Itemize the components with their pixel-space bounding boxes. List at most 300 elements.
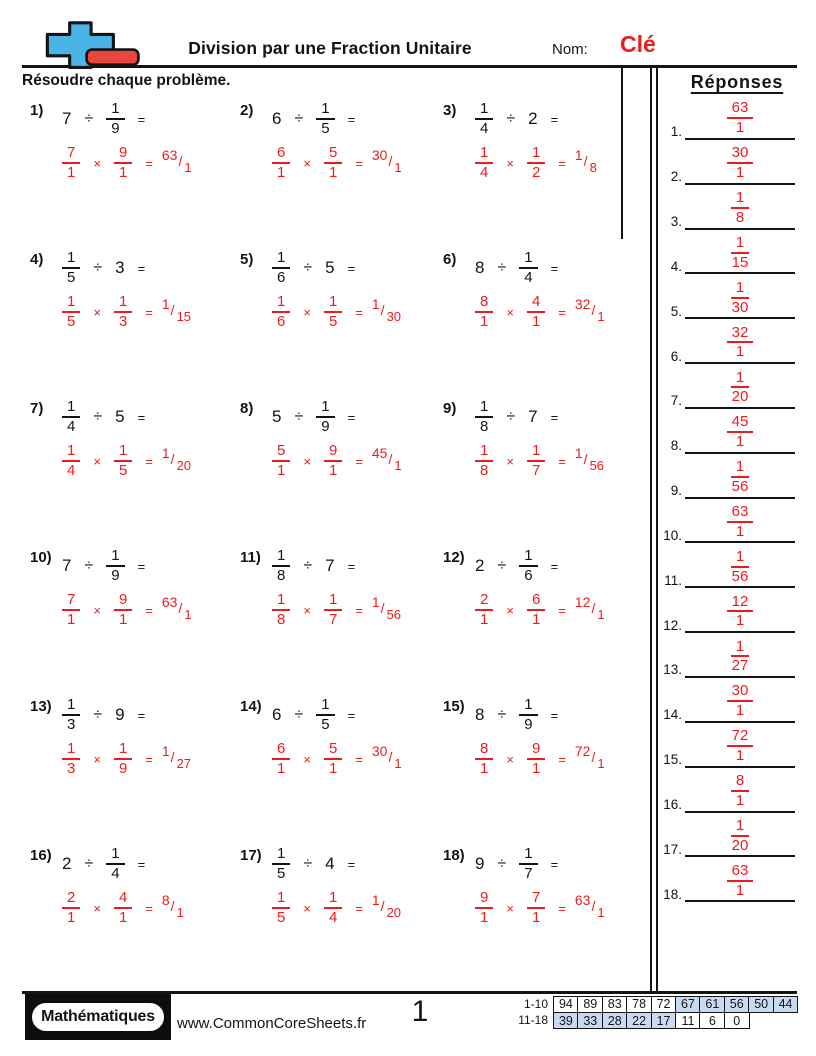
fraction xyxy=(316,100,334,137)
fraction xyxy=(272,249,290,286)
fraction-numerator: 30 xyxy=(727,682,754,702)
problem-solution xyxy=(272,144,402,182)
fraction xyxy=(727,324,754,361)
fraction-denominator: 1 xyxy=(735,702,745,720)
fraction xyxy=(727,682,754,719)
fraction xyxy=(272,591,290,628)
answer-denominator: 30 xyxy=(386,309,402,324)
problem-lines xyxy=(475,547,605,629)
answer-blank-line xyxy=(685,279,795,319)
fraction-denominator: 1 xyxy=(735,164,745,181)
fraction-denominator: 7 xyxy=(524,865,533,882)
equals-symbol: = xyxy=(355,453,363,469)
problem-number: 17) xyxy=(240,847,262,864)
problem-expression xyxy=(62,100,192,138)
equals-symbol: = xyxy=(137,558,146,574)
inline-answer-fraction xyxy=(161,594,192,622)
divide-symbol: ÷ xyxy=(93,259,103,276)
fraction-denominator: 1 xyxy=(67,909,76,926)
fraction xyxy=(731,772,749,809)
fraction-numerator: 5 xyxy=(272,442,290,462)
score-cell: 22 xyxy=(626,1012,652,1030)
fraction-numerator: 1 xyxy=(519,547,537,567)
answer-key-name: Clé xyxy=(620,31,656,57)
equals-symbol: = xyxy=(558,155,566,171)
fraction xyxy=(475,398,493,435)
problem-lines xyxy=(62,398,191,480)
fraction-numerator: 1 xyxy=(62,249,80,269)
inline-answer-fraction xyxy=(574,296,605,324)
answer-numerator: 63 xyxy=(161,147,178,163)
fraction-denominator: 5 xyxy=(328,313,338,330)
fraction-denominator: 1 xyxy=(328,760,338,777)
fraction xyxy=(519,696,537,733)
answer-number: 1. xyxy=(670,124,682,140)
multiply-symbol: × xyxy=(93,602,101,618)
equals-symbol: = xyxy=(355,751,363,767)
problem-expression xyxy=(272,547,401,585)
slash: / xyxy=(591,749,596,765)
whole-number: 7 xyxy=(62,556,72,575)
fraction-numerator: 1 xyxy=(62,398,80,418)
problem-solution xyxy=(475,442,604,480)
answer-numerator: 1 xyxy=(161,445,170,461)
plus-minus-logo-icon xyxy=(42,18,158,74)
problem-lines xyxy=(272,249,401,331)
fraction-numerator: 1 xyxy=(62,696,80,716)
fraction xyxy=(727,862,754,899)
problem-number: 12) xyxy=(443,549,465,566)
answer-denominator: 56 xyxy=(589,458,605,473)
problem-expression xyxy=(475,845,605,883)
fraction-numerator: 1 xyxy=(114,442,132,462)
fraction-numerator: 8 xyxy=(475,293,493,313)
fraction xyxy=(62,740,80,777)
problem-number: 8) xyxy=(240,400,254,417)
inline-answer-fraction xyxy=(161,743,192,771)
fraction-numerator: 8 xyxy=(731,772,749,792)
score-cell: 6 xyxy=(699,1012,725,1030)
fraction-numerator: 1 xyxy=(316,100,334,120)
fraction xyxy=(114,740,132,777)
answer-blank-line xyxy=(685,593,795,633)
problem-solution xyxy=(272,442,402,480)
problem-solution xyxy=(475,889,605,927)
fraction-numerator: 1 xyxy=(475,100,493,120)
answer-numerator: 1 xyxy=(574,445,583,461)
score-cells xyxy=(553,1012,750,1030)
problem-expression xyxy=(475,398,604,436)
problem-lines xyxy=(272,547,401,629)
answer-denominator: 1 xyxy=(184,160,192,175)
problem-solution xyxy=(475,591,605,629)
slash: / xyxy=(591,898,596,914)
problem xyxy=(240,398,443,547)
fraction-denominator: 3 xyxy=(67,760,76,777)
fraction-numerator: 1 xyxy=(272,547,290,567)
fraction-numerator: 1 xyxy=(731,369,749,389)
fraction-numerator: 1 xyxy=(272,249,290,269)
fraction-denominator: 9 xyxy=(118,760,128,777)
answer-denominator: 1 xyxy=(176,905,184,920)
fraction xyxy=(114,293,132,330)
problem-solution xyxy=(62,144,192,182)
problem-lines xyxy=(272,398,402,480)
problem-lines xyxy=(272,845,401,927)
fraction-denominator: 1 xyxy=(328,462,338,479)
inline-answer-fraction xyxy=(161,892,184,920)
fraction-numerator: 4 xyxy=(527,293,545,313)
equals-symbol: = xyxy=(347,558,356,574)
fraction-denominator: 9 xyxy=(321,418,330,435)
fraction-denominator: 9 xyxy=(111,567,120,584)
answer-number: 12. xyxy=(663,617,682,633)
fraction xyxy=(324,293,342,330)
fraction-denominator: 1 xyxy=(735,881,745,899)
score-cell: 44 xyxy=(773,996,799,1014)
equals-symbol: = xyxy=(558,453,566,469)
fraction-numerator: 1 xyxy=(731,279,749,299)
score-row xyxy=(511,1012,798,1030)
multiply-symbol: × xyxy=(506,155,514,171)
answer-blank-line xyxy=(685,548,795,588)
fraction xyxy=(272,740,290,777)
fraction-numerator: 1 xyxy=(519,249,537,269)
fraction-denominator: 8 xyxy=(277,611,286,628)
fraction-denominator: 1 xyxy=(531,909,541,926)
fraction-denominator: 4 xyxy=(111,865,120,882)
fraction-numerator: 63 xyxy=(727,862,754,882)
problem-number: 6) xyxy=(443,251,457,268)
fraction-denominator: 1 xyxy=(118,164,128,181)
slash: / xyxy=(170,749,175,765)
answer-row xyxy=(655,857,800,902)
answer-denominator: 1 xyxy=(597,756,605,771)
problem-solution xyxy=(62,293,191,331)
fraction-numerator: 7 xyxy=(62,591,80,611)
equals-symbol: = xyxy=(558,751,566,767)
whole-number: 2 xyxy=(475,556,485,575)
answer-row xyxy=(655,633,800,678)
whole-number: 2 xyxy=(62,854,72,873)
fraction-denominator: 1 xyxy=(735,612,745,630)
answer-numerator: 63 xyxy=(574,892,591,908)
fraction xyxy=(272,442,290,479)
slash: / xyxy=(178,600,183,616)
problem xyxy=(30,845,240,994)
fraction-denominator: 1 xyxy=(480,313,489,330)
equals-symbol: = xyxy=(550,558,559,574)
inline-answer-fraction xyxy=(371,445,402,473)
problem xyxy=(443,547,622,696)
answer-number: 3. xyxy=(670,214,682,230)
answer-row xyxy=(655,723,800,768)
fraction xyxy=(527,740,545,777)
equals-symbol: = xyxy=(347,707,356,723)
brand-label: Mathématiques xyxy=(30,1001,166,1033)
fraction-numerator: 32 xyxy=(727,324,754,344)
fraction-denominator: 56 xyxy=(731,477,749,495)
answer-row xyxy=(655,230,800,275)
fraction-numerator: 63 xyxy=(727,99,754,119)
problem-number: 14) xyxy=(240,698,262,715)
equals-symbol: = xyxy=(145,751,153,767)
worksheet-title: Division par une Fraction Unitaire xyxy=(188,38,472,58)
answer-blank-line xyxy=(685,638,795,678)
fraction xyxy=(324,889,342,926)
fraction-numerator: 7 xyxy=(527,889,545,909)
fraction xyxy=(731,234,749,271)
fraction-numerator: 1 xyxy=(731,548,749,568)
fraction-numerator: 12 xyxy=(727,593,754,613)
fraction-numerator: 1 xyxy=(519,696,537,716)
fraction-denominator: 5 xyxy=(118,462,128,479)
answer-denominator: 1 xyxy=(394,160,402,175)
fraction xyxy=(475,591,493,628)
answer-blank-line xyxy=(685,144,795,184)
problem xyxy=(240,547,443,696)
equals-symbol: = xyxy=(137,260,146,276)
answer-denominator: 56 xyxy=(386,607,402,622)
fraction xyxy=(62,696,80,733)
answer-number: 2. xyxy=(670,169,682,185)
problem-solution xyxy=(475,740,605,778)
answer-blank-line xyxy=(685,458,795,498)
whole-number: 5 xyxy=(272,407,282,426)
slash: / xyxy=(170,898,175,914)
fraction-numerator: 1 xyxy=(316,696,334,716)
fraction xyxy=(62,442,80,479)
answer-numerator: 30 xyxy=(371,743,388,759)
equals-symbol: = xyxy=(550,707,559,723)
divide-symbol: ÷ xyxy=(84,855,94,872)
fraction xyxy=(527,293,545,330)
problem xyxy=(30,547,240,696)
fraction xyxy=(62,293,80,330)
score-cell: 11 xyxy=(675,1012,701,1030)
answer-number: 8. xyxy=(670,438,682,454)
equals-symbol: = xyxy=(137,707,146,723)
answer-numerator: 72 xyxy=(574,743,591,759)
answer-blank-line xyxy=(685,234,795,274)
fraction xyxy=(316,696,334,733)
fraction xyxy=(731,458,749,495)
fraction xyxy=(106,100,124,137)
answer-numerator: 1 xyxy=(371,296,380,312)
name-label: Nom: xyxy=(552,41,588,58)
fraction-numerator: 1 xyxy=(475,442,493,462)
slash: / xyxy=(591,600,596,616)
page-number: 1 xyxy=(411,995,429,1028)
problem-expression xyxy=(475,547,605,585)
answer-number: 10. xyxy=(663,527,682,543)
multiply-symbol: × xyxy=(506,453,514,469)
fraction xyxy=(475,144,493,181)
fraction-denominator: 1 xyxy=(67,164,76,181)
fraction-denominator: 6 xyxy=(524,567,533,584)
answer-denominator: 20 xyxy=(176,458,192,473)
fraction-denominator: 4 xyxy=(480,164,489,181)
inline-answer-fraction xyxy=(371,296,402,324)
problem-number: 1) xyxy=(30,102,44,119)
fraction-numerator: 4 xyxy=(114,889,132,909)
answer-blank-line xyxy=(685,862,795,902)
fraction-numerator: 1 xyxy=(731,458,749,478)
problem xyxy=(240,249,443,398)
fraction xyxy=(727,593,754,630)
answer-row xyxy=(655,274,800,319)
fraction-denominator: 15 xyxy=(731,253,749,271)
fraction xyxy=(106,547,124,584)
score-row xyxy=(511,996,798,1014)
multiply-symbol: × xyxy=(506,304,514,320)
fraction xyxy=(731,279,749,316)
divide-symbol: ÷ xyxy=(93,706,103,723)
divide-symbol: ÷ xyxy=(303,259,313,276)
multiply-symbol: × xyxy=(506,751,514,767)
multiply-symbol: × xyxy=(93,304,101,320)
fraction-numerator: 1 xyxy=(62,293,80,313)
answers-panel-title: Réponses xyxy=(690,72,784,92)
problem-expression xyxy=(62,696,191,734)
answer-row xyxy=(655,319,800,364)
fraction-numerator: 1 xyxy=(114,293,132,313)
answer-denominator: 1 xyxy=(597,309,605,324)
problem-number: 11) xyxy=(240,549,261,566)
fraction-denominator: 5 xyxy=(67,313,76,330)
fraction xyxy=(62,249,80,286)
fraction xyxy=(62,889,80,926)
problem-solution xyxy=(62,740,191,778)
fraction-denominator: 4 xyxy=(524,269,533,286)
fraction-numerator: 2 xyxy=(475,591,493,611)
fraction-denominator: 1 xyxy=(480,611,489,628)
equals-symbol: = xyxy=(550,111,559,127)
fraction-denominator: 1 xyxy=(277,462,286,479)
answer-row xyxy=(655,813,800,858)
fraction-numerator: 9 xyxy=(527,740,545,760)
problem xyxy=(30,398,240,547)
equals-symbol: = xyxy=(355,900,363,916)
fraction xyxy=(727,99,754,136)
inline-answer-fraction xyxy=(574,445,605,473)
fraction-numerator: 1 xyxy=(324,293,342,313)
whole-number: 6 xyxy=(272,705,282,724)
problem-number: 13) xyxy=(30,698,52,715)
fraction-denominator: 9 xyxy=(524,716,533,733)
fraction-denominator: 27 xyxy=(731,657,749,675)
slash: / xyxy=(380,600,385,616)
problem-solution xyxy=(62,889,184,927)
problem-expression xyxy=(62,249,191,287)
answer-numerator: 8 xyxy=(161,892,170,908)
fraction-denominator: 5 xyxy=(277,909,286,926)
multiply-symbol: × xyxy=(506,602,514,618)
answer-row xyxy=(655,140,800,185)
fraction xyxy=(324,740,342,777)
fraction xyxy=(519,249,537,286)
fraction xyxy=(114,889,132,926)
answer-number: 11. xyxy=(664,572,682,588)
score-cell: 83 xyxy=(602,996,628,1014)
fraction xyxy=(62,398,80,435)
equals-symbol: = xyxy=(137,409,146,425)
fraction-numerator: 1 xyxy=(272,889,290,909)
fraction xyxy=(727,144,754,181)
answer-blank-line xyxy=(685,727,795,767)
fraction-denominator: 3 xyxy=(118,313,128,330)
score-cells xyxy=(553,996,798,1014)
answer-numerator: 1 xyxy=(371,892,380,908)
fraction-denominator: 1 xyxy=(118,909,128,926)
equals-symbol: = xyxy=(550,260,559,276)
equals-symbol: = xyxy=(145,900,153,916)
fraction-denominator: 20 xyxy=(731,388,749,406)
answer-numerator: 32 xyxy=(574,296,591,312)
problem-lines xyxy=(62,249,191,331)
problem-lines xyxy=(475,249,605,331)
score-cell: 78 xyxy=(626,996,652,1014)
equals-symbol: = xyxy=(347,409,356,425)
equals-symbol: = xyxy=(145,304,153,320)
problem-lines xyxy=(475,696,605,778)
problem xyxy=(240,696,443,845)
inline-answer-fraction xyxy=(574,147,597,175)
answer-numerator: 1 xyxy=(161,296,170,312)
multiply-symbol: × xyxy=(93,900,101,916)
whole-number: 8 xyxy=(475,258,485,277)
fraction-denominator: 56 xyxy=(731,567,749,585)
fraction-numerator: 7 xyxy=(62,144,80,164)
fraction-denominator: 4 xyxy=(328,909,338,926)
problem-lines xyxy=(475,845,605,927)
answer-denominator: 1 xyxy=(394,756,402,771)
fraction-numerator: 1 xyxy=(62,442,80,462)
fraction-denominator: 3 xyxy=(67,716,76,733)
fraction-numerator: 1 xyxy=(324,591,342,611)
whole-number: 3 xyxy=(115,258,125,277)
fraction xyxy=(731,189,749,226)
fraction xyxy=(475,442,493,479)
slash: / xyxy=(591,302,596,318)
problem-solution xyxy=(62,591,192,629)
fraction-denominator: 5 xyxy=(67,269,76,286)
score-cell: 89 xyxy=(577,996,603,1014)
problem xyxy=(30,249,240,398)
problem-expression xyxy=(475,249,605,287)
answer-blank-line xyxy=(685,772,795,812)
fraction xyxy=(62,144,80,181)
whole-number: 6 xyxy=(272,109,282,128)
answer-number: 16. xyxy=(663,797,682,812)
whole-number: 5 xyxy=(115,407,125,426)
equals-symbol: = xyxy=(145,453,153,469)
fraction-denominator: 1 xyxy=(277,164,286,181)
problem xyxy=(443,249,622,398)
fraction-denominator: 8 xyxy=(480,418,489,435)
fraction-numerator: 30 xyxy=(727,144,754,164)
fraction xyxy=(324,144,342,181)
fraction-numerator: 5 xyxy=(324,144,342,164)
slash: / xyxy=(388,749,393,765)
equals-symbol: = xyxy=(347,856,356,872)
problem-number: 2) xyxy=(240,102,254,119)
fraction xyxy=(272,845,290,882)
divide-symbol: ÷ xyxy=(93,408,103,425)
slash: / xyxy=(170,302,175,318)
fraction-denominator: 5 xyxy=(321,716,330,733)
fraction-numerator: 9 xyxy=(324,442,342,462)
